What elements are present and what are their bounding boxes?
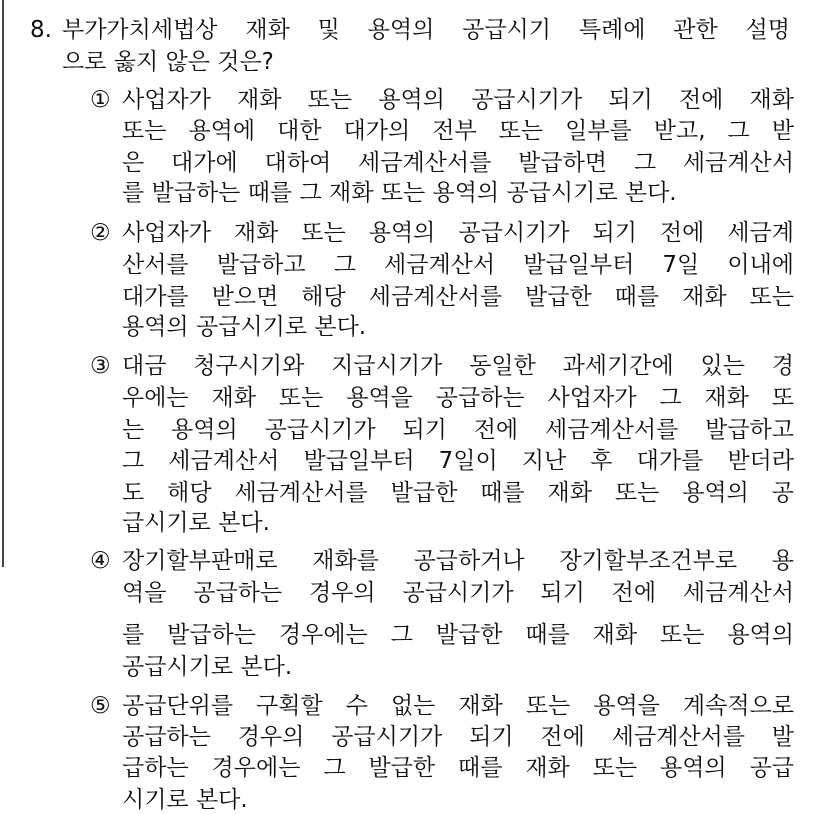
option-marker: ④: [90, 548, 111, 574]
option-line: 사업자가 재화 또는 용역의 공급시기가 되기 전에 재화: [122, 87, 794, 113]
option-marker: ③: [90, 353, 111, 379]
option-line: 도 해당 세금계산서를 발급한 때를 재화 또는 용역의 공: [122, 480, 794, 506]
option-line: 를 발급하는 때를 그 재화 또는 용역의 공급시기로 본다.: [122, 180, 677, 206]
option-line: 또는 용역에 대한 대가의 전부 또는 일부를 받고, 그 받: [122, 118, 794, 144]
option-line: 공급하는 경우의 공급시기가 되기 전에 세금계산서를 발: [122, 724, 794, 750]
question-line: 부가가치세법상 재화 및 용역의 공급시기 특례에 관한 설명: [62, 17, 790, 43]
option-line: 시기로 본다.: [122, 787, 248, 813]
option-line: 우에는 재화 또는 용역을 공급하는 사업자가 그 재화 또: [122, 385, 794, 411]
left-border-line: [2, 0, 4, 567]
option-line: 대가를 받으면 해당 세금계산서를 발급한 때를 재화 또는: [122, 284, 794, 310]
option-line: 사업자가 재화 또는 용역의 공급시기가 되기 전에 세금계: [122, 220, 794, 246]
option-line: 는 용역의 공급시기가 되기 전에 세금계산서를 발급하고: [122, 417, 794, 443]
question-line: 으로 옳지 않은 것은?: [62, 49, 274, 75]
option-line: 용역의 공급시기로 본다.: [122, 314, 367, 340]
option-line: 역을 공급하는 경우의 공급시기가 되기 전에 세금계산서: [122, 580, 794, 606]
option-line: 급하는 경우에는 그 발급한 때를 재화 또는 용역의 공급: [122, 755, 794, 781]
option-line: 그 세금계산서 발급일부터 7일이 지난 후 대가를 받더라: [122, 448, 794, 474]
option-line: 산서를 발급하고 그 세금계산서 발급일부터 7일 이내에: [122, 252, 794, 278]
option-line: 대금 청구시기와 지급시기가 동일한 과세기간에 있는 경: [122, 353, 794, 379]
option-line: 공급시기로 본다.: [122, 654, 293, 680]
option-marker: ②: [90, 220, 111, 246]
option-line: 장기할부판매로 재화를 공급하거나 장기할부조건부로 용: [122, 548, 794, 574]
option-line: 은 대가에 대하여 세금계산서를 발급하면 그 세금계산서: [122, 150, 794, 176]
option-line: 를 발급하는 경우에는 그 발급한 때를 재화 또는 용역의: [122, 622, 794, 648]
option-line: 급시기로 본다.: [122, 510, 270, 536]
option-line: 공급단위를 구획할 수 없는 재화 또는 용역을 계속적으로: [122, 693, 794, 719]
option-marker: ①: [90, 87, 111, 113]
question-number: 8.: [30, 17, 52, 43]
option-marker: ⑤: [90, 693, 111, 719]
